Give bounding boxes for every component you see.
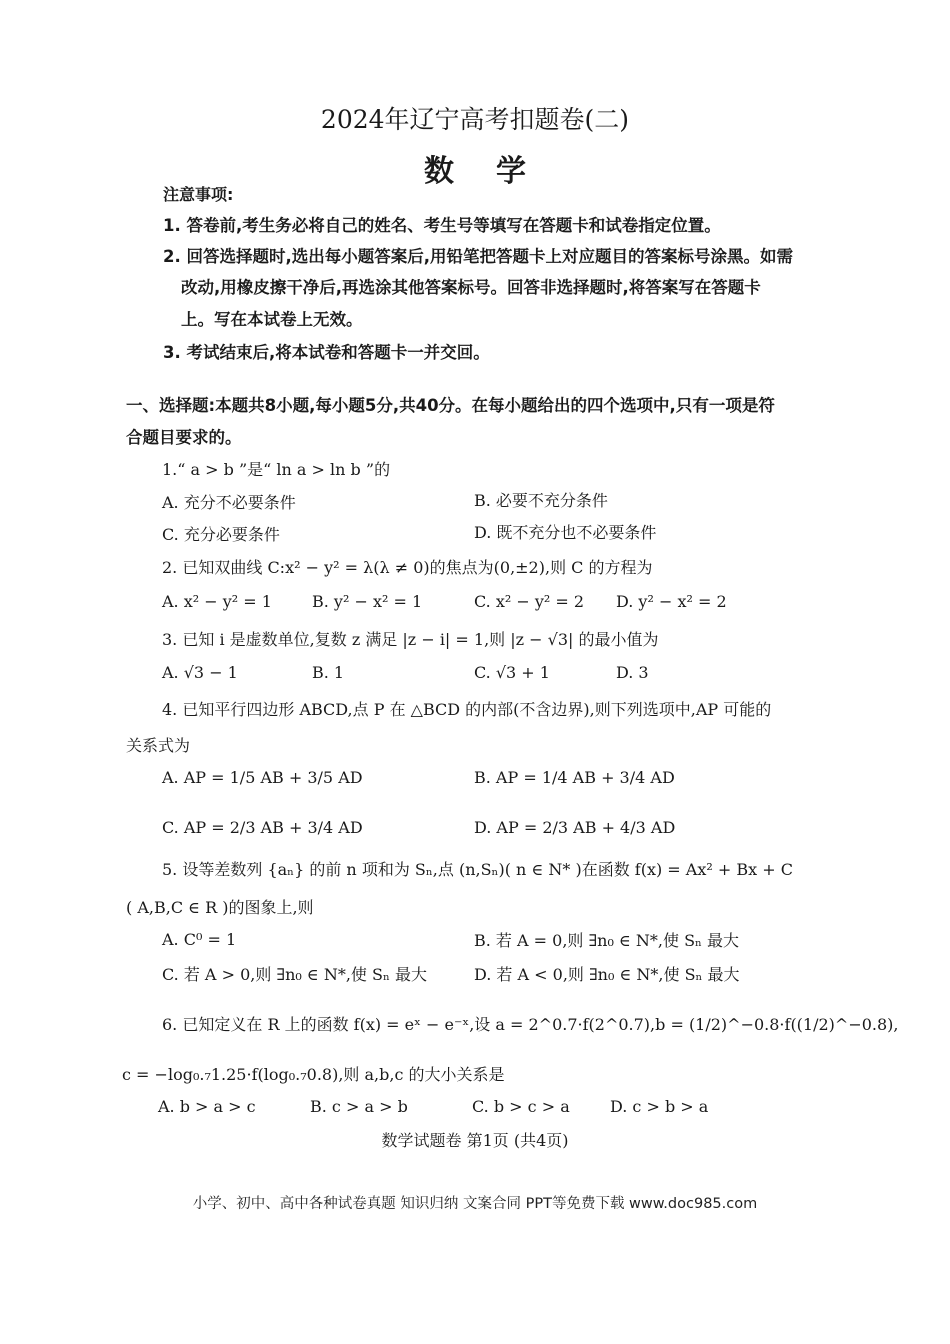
q3-option-a: A. √3 − 1 [162,663,238,682]
q6-option-d: D. c > b > a [610,1097,709,1116]
question-3-stem: 3. 已知 i 是虚数单位,复数 z 满足 |z − i| = 1,则 |z − √3| 的最小值为 [162,630,659,649]
q5-option-a: A. C⁰ = 1 [162,930,237,949]
q2-option-d: D. y² − x² = 2 [616,592,727,611]
q1-option-b: B. 必要不充分条件 [474,491,608,510]
download-banner: 小学、初中、高中各种试卷真题 知识归纳 文案合同 PPT等免费下载 www.doc985.com [192,1196,758,1212]
section-heading: 一、选择题:本题共8小题,每小题5分,共40分。在每小题给出的四个选项中,只有一项是符 [126,396,775,415]
q5-option-b: B. 若 A = 0,则 ∃n₀ ∈ N*,使 Sₙ 最大 [474,931,740,950]
notice-2-end: 上。写在本试卷上无效。 [181,310,363,329]
page-footer: 数学试题卷 第1页 (共4页) [381,1131,569,1150]
q4-option-d: D. AP = 2/3 AB + 4/3 AD [474,818,676,837]
subject-title: 数学 [424,154,568,189]
question-5-stem-cont: ( A,B,C ∈ R )的图象上,则 [126,898,314,917]
q3-option-d: D. 3 [616,663,649,682]
question-1-stem: 1.“ a > b ”是“ ln a > ln b ”的 [162,460,391,479]
q6-option-b: B. c > a > b [310,1097,408,1116]
q4-option-b: B. AP = 1/4 AB + 3/4 AD [474,768,675,787]
q6-option-c: C. b > c > a [472,1097,570,1116]
notice-1: 1. 答卷前,考生务必将自己的姓名、考生号等填写在答题卡和试卷指定位置。 [163,216,721,235]
question-4-stem-cont: 关系式为 [126,736,191,755]
notice-heading: 注意事项: [163,185,234,204]
q6-option-a: A. b > a > c [158,1097,256,1116]
q2-option-c: C. x² − y² = 2 [474,592,585,611]
q4-option-c: C. AP = 2/3 AB + 3/4 AD [162,818,363,837]
notice-2-cont: 改动,用橡皮擦干净后,再选涂其他答案标号。回答非选择题时,将答案写在答题卡 [181,278,761,297]
q1-option-d: D. 既不充分也不必要条件 [474,523,657,542]
section-heading-cont: 合题目要求的。 [126,428,242,447]
question-6-stem: 6. 已知定义在 R 上的函数 f(x) = eˣ − e⁻ˣ,设 a = 2^0.7·f(2^0.7),b = (1/2)^−0.8·f((1/2)^−0.8), [162,1015,899,1034]
q1-option-c: C. 充分必要条件 [162,525,280,544]
exam-title: 2024年辽宁高考扣题卷(二) [320,105,630,134]
q5-option-d: D. 若 A < 0,则 ∃n₀ ∈ N*,使 Sₙ 最大 [474,965,740,984]
notice-2: 2. 回答选择题时,选出每小题答案后,用铅笔把答题卡上对应题目的答案标号涂黑。如需 [163,247,794,266]
q2-option-b: B. y² − x² = 1 [312,592,423,611]
q3-option-c: C. √3 + 1 [474,663,550,682]
q1-option-a: A. 充分不必要条件 [162,493,296,512]
q5-option-c: C. 若 A > 0,则 ∃n₀ ∈ N*,使 Sₙ 最大 [162,965,427,984]
notice-3: 3. 考试结束后,将本试卷和答题卡一并交回。 [163,343,490,362]
question-6-stem-cont: c = −log₀.₇1.25·f(log₀.₇0.8),则 a,b,c 的大小关系是 [122,1065,505,1084]
question-2-stem: 2. 已知双曲线 C:x² − y² = λ(λ ≠ 0)的焦点为(0,±2),则 C 的方程为 [162,558,653,577]
question-5-stem: 5. 设等差数列 {aₙ} 的前 n 项和为 Sₙ,点 (n,Sₙ)( n ∈ N* )在函数 f(x) = Ax² + Bx + C [162,860,793,879]
q2-option-a: A. x² − y² = 1 [162,592,272,611]
q3-option-b: B. 1 [312,663,345,682]
q4-option-a: A. AP = 1/5 AB + 3/5 AD [162,768,363,787]
question-4-stem: 4. 已知平行四边形 ABCD,点 P 在 △BCD 的内部(不含边界),则下列选项中,AP 可能的 [162,700,772,719]
